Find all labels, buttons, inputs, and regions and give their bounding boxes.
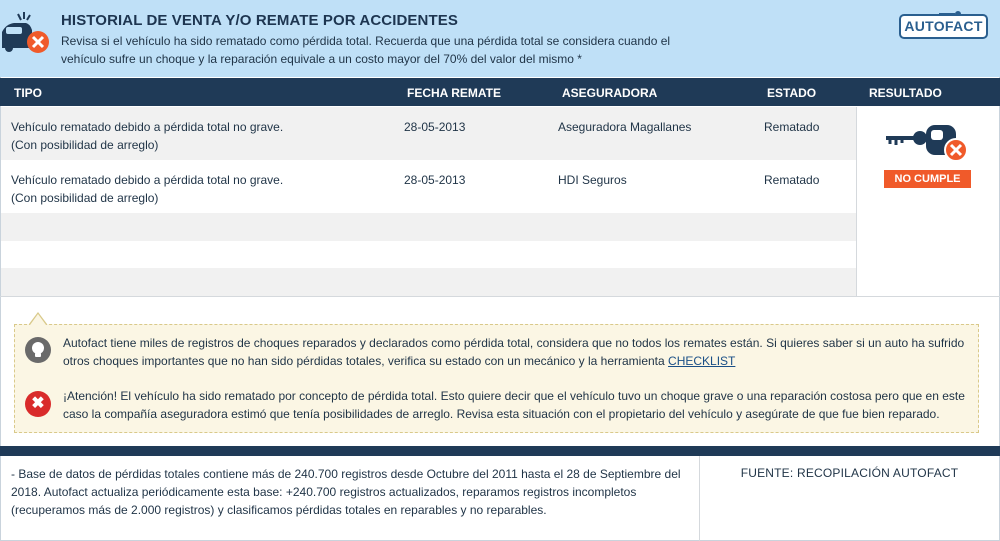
- empty-row: [1, 268, 856, 296]
- tipo-note: (Con posibilidad de arreglo): [11, 138, 159, 152]
- column-header-fecha: FECHA REMATE: [407, 86, 501, 100]
- footer-note: - Base de datos de pérdidas totales contiene más de 240.700 registros desde Octubre del 2011 hasta el 28 de Septiembre del 2018. Autofact actualiza periódicamente esta base: +240.700 registros actualizados, reparamos registros incompletos (recuperamos más de 2.000 registros) y clasificamos pérdidas totales en reparables y no reparables.: [11, 467, 681, 517]
- description-line: vehículo sufre un choque y la reparación equivale a un costo mayor del 70% del valor del mismo *: [61, 52, 582, 66]
- divider: [0, 296, 1000, 297]
- tipo-text: Vehículo rematado debido a pérdida total no grave.: [11, 173, 284, 187]
- table-row: [1, 160, 856, 213]
- cell-estado: Rematado: [764, 173, 820, 187]
- tip-text: Autofact tiene miles de registros de choques reparados y declarados como pérdida total, considera que no todos los remates están. Si quieres saber si un auto ha sufrido otros choques importantes que no han sido pérdidas totales, verifica su estado con un mecánico y la herramienta: [63, 336, 965, 368]
- warning-message: ¡Atención! El vehículo ha sido rematado por concepto de pérdida total. Esto quiere decir que el vehículo tuvo un choque grave o una reparación costosa pero que en este caso la compañía aseguradora estimó que tenía posibilidades de arreglo. Revisa esta situación con el propietario del vehículo y asegúrate de que fue bien reparado.: [63, 389, 965, 421]
- empty-row: [1, 213, 856, 241]
- cell-aseguradora: Aseguradora Magallanes: [558, 120, 692, 134]
- cell-fecha: 28-05-2013: [404, 120, 466, 134]
- column-header-tipo: TIPO: [14, 86, 43, 100]
- cell-tipo: [11, 118, 283, 154]
- table-header: [0, 78, 1000, 106]
- footer-bar: [0, 446, 1000, 456]
- lightbulb-icon: [25, 337, 51, 363]
- result-status-badge: NO CUMPLE: [884, 170, 971, 188]
- key-car-x-icon: [884, 123, 970, 163]
- cell-tipo: [11, 171, 283, 207]
- cell-estado: Rematado: [764, 120, 820, 134]
- info-pointer-fill: [30, 314, 46, 325]
- footer-source: FUENTE: RECOPILACIÓN AUTOFACT: [740, 466, 959, 480]
- checklist-link[interactable]: CHECKLIST: [668, 354, 736, 368]
- column-header-estado: ESTADO: [767, 86, 817, 100]
- tipo-text: Vehículo rematado debido a pérdida total no grave.: [11, 120, 284, 134]
- table-row: [1, 107, 856, 160]
- section-header: [0, 0, 1000, 77]
- cell-aseguradora: HDI Seguros: [558, 173, 627, 187]
- empty-row: [1, 241, 856, 268]
- section-title: HISTORIAL DE VENTA Y/O REMATE POR ACCIDENTES: [61, 12, 458, 29]
- tip-message: [63, 334, 973, 370]
- autofact-logo: AUTOFACT: [899, 14, 988, 39]
- section-description: [61, 32, 671, 68]
- crashed-car-icon: [0, 8, 54, 56]
- tipo-note: (Con posibilidad de arreglo): [11, 191, 159, 205]
- cell-fecha: 28-05-2013: [404, 173, 466, 187]
- column-header-aseguradora: ASEGURADORA: [562, 86, 658, 100]
- column-header-resultado: RESULTADO: [869, 86, 942, 100]
- description-line: Revisa si el vehículo ha sido rematado como pérdida total. Recuerda que una pérdida total se considera cuando el: [61, 34, 671, 48]
- error-x-icon: ✖: [25, 391, 51, 417]
